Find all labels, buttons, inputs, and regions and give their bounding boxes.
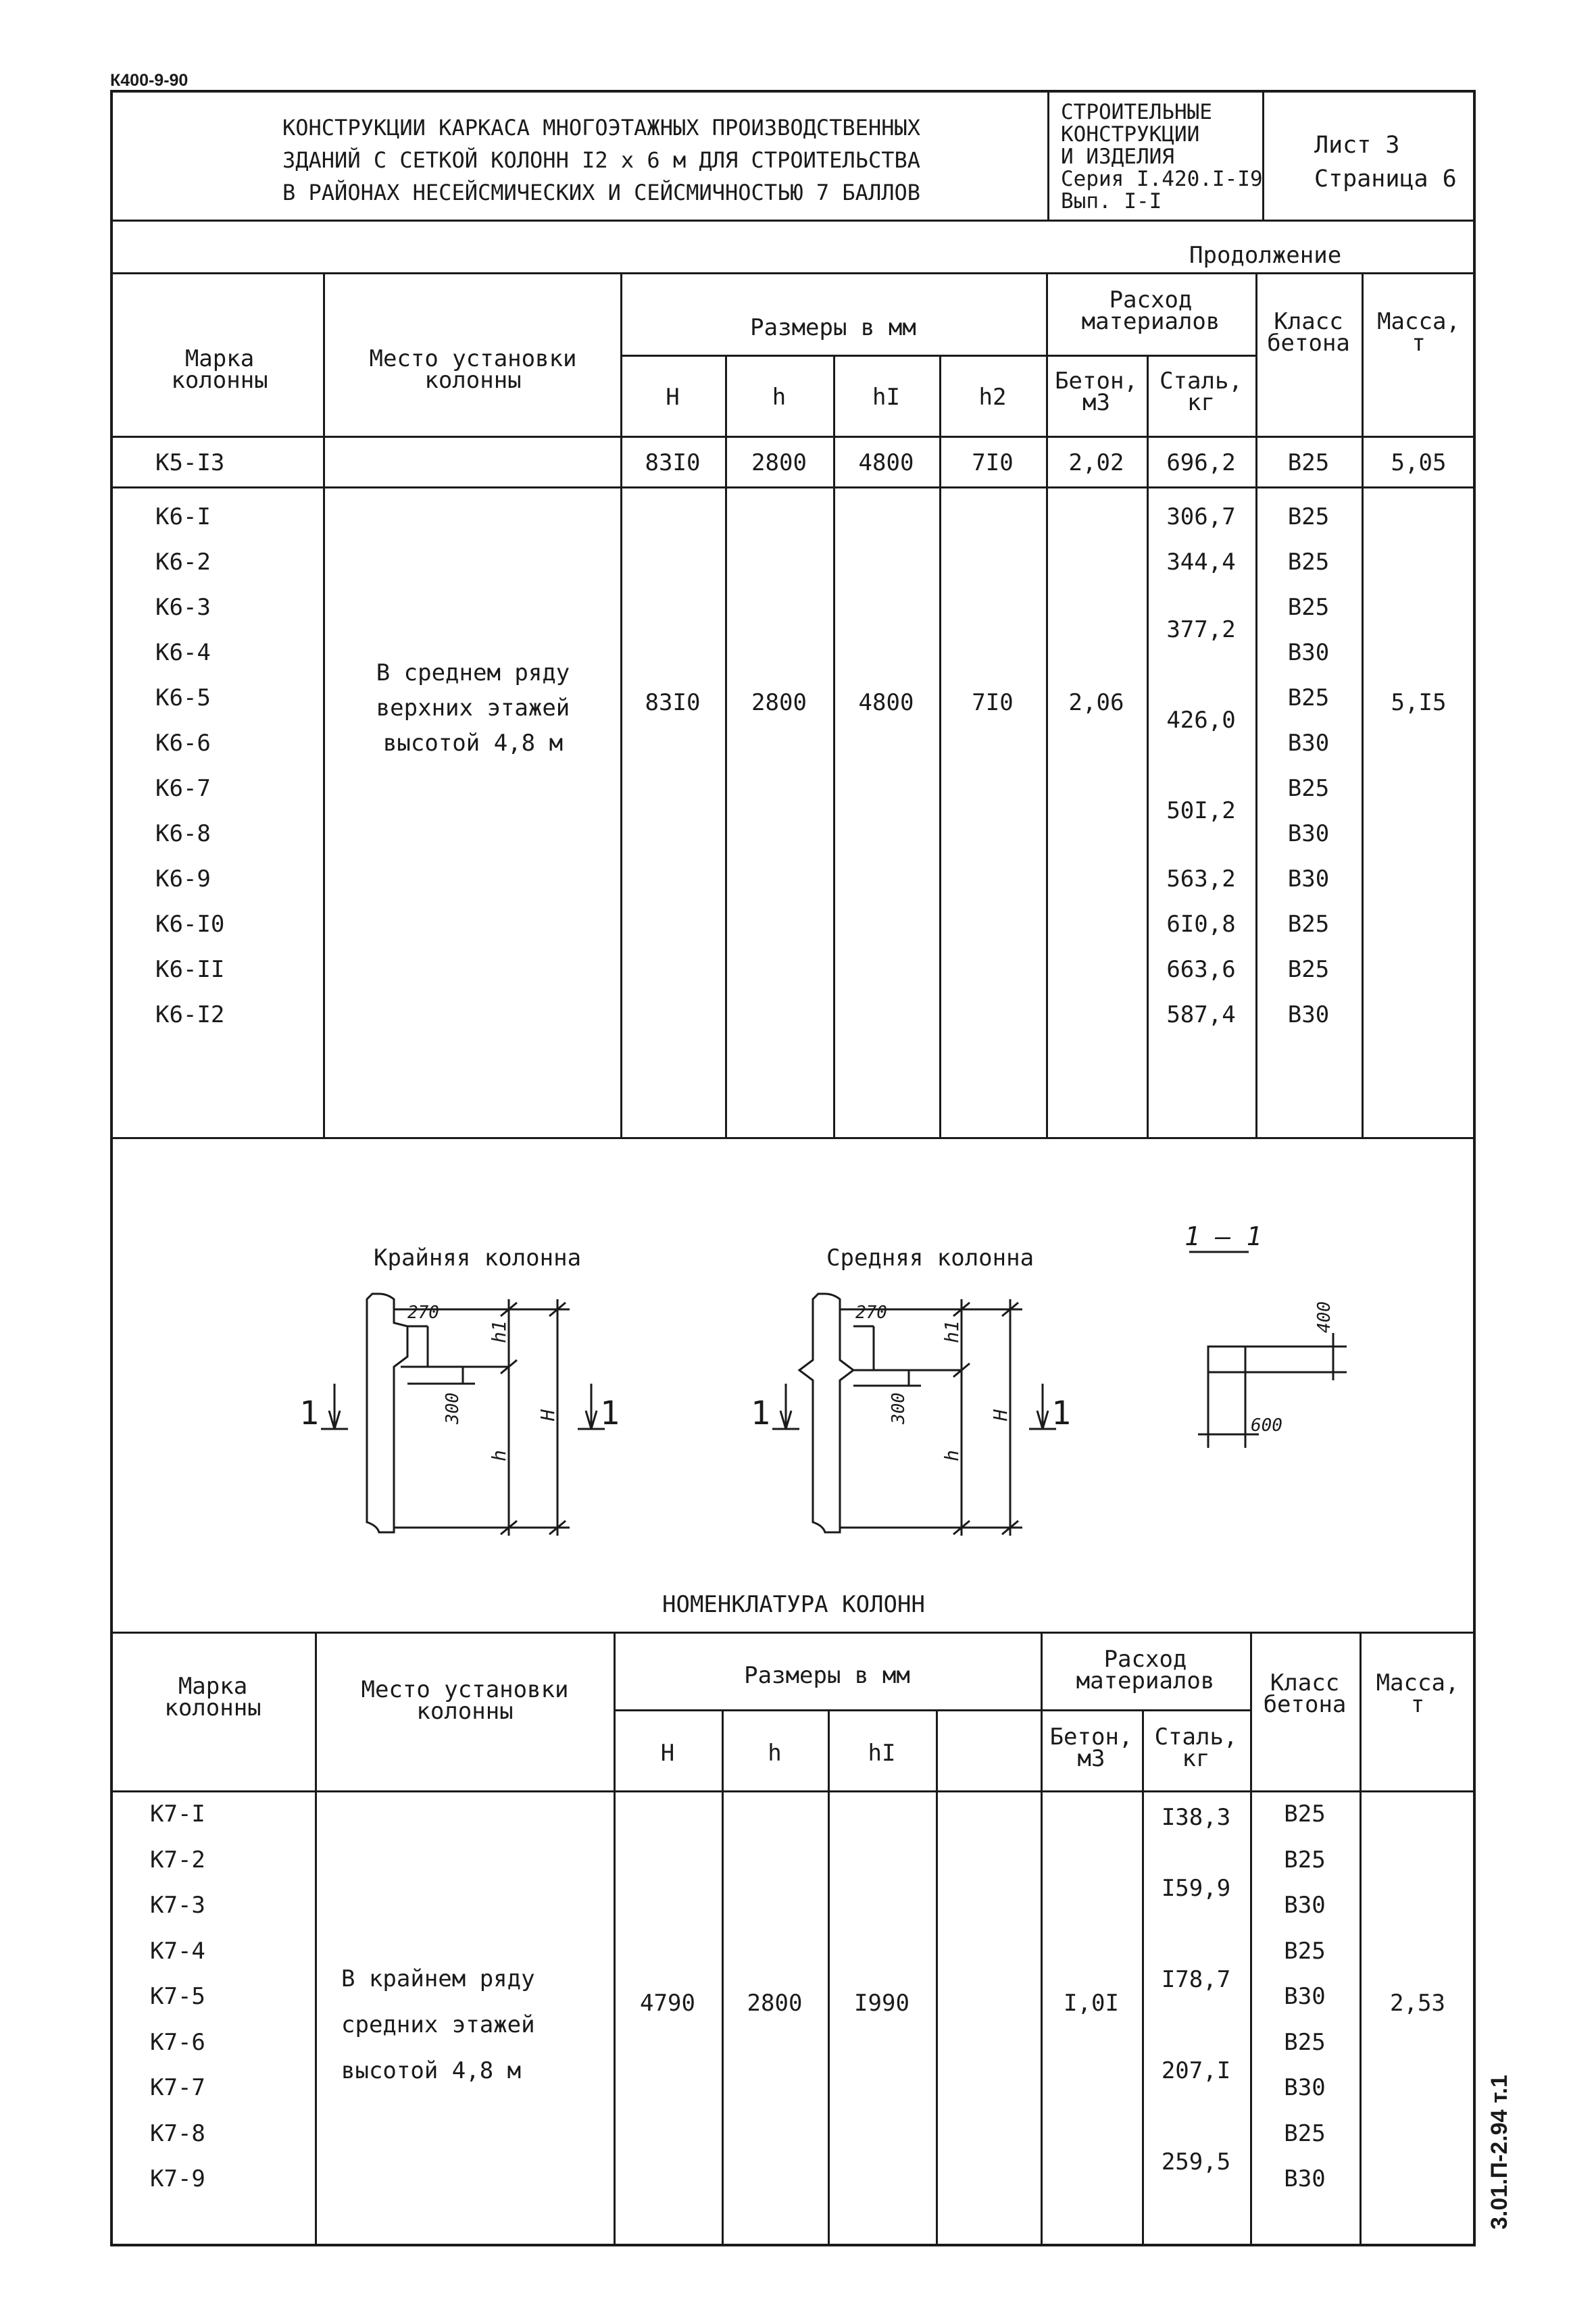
t1-head-class: [1255, 308, 1362, 357]
t2-head-class-l1: Класс: [1270, 1669, 1340, 1696]
middle-dim-H: H: [989, 1409, 1012, 1421]
t2-k7-h: 2800: [747, 1990, 803, 2017]
series-line-5: Вып. I-I: [1061, 189, 1162, 213]
title-line-2: ЗДАНИЙ С СЕТКОЙ КОЛОНН I2 х 6 м ДЛЯ СТРОИТЕЛЬСТВА: [282, 147, 920, 173]
middle-dim-300: 300: [889, 1392, 909, 1424]
t2-k7-steel: I38,3: [1161, 1804, 1231, 1831]
t2-head-conc-l1: Бетон,: [1049, 1724, 1133, 1751]
title-block-bottom: [110, 220, 1476, 222]
t1-k6-class: В25: [1287, 549, 1330, 576]
t1-k6-place: [331, 655, 615, 761]
title-divider-1: [1047, 90, 1049, 220]
t1-k6-class: В30: [1287, 1001, 1330, 1028]
t1-header-bottom: [110, 436, 1476, 438]
t1-k6-h1: 4800: [858, 689, 914, 716]
t2-k7-class: В25: [1284, 1846, 1326, 1873]
t2-k7-mark: К7-6: [150, 2029, 205, 2056]
edge-section-mark-left: 1: [299, 1394, 319, 1432]
t2-k7-class: В30: [1284, 2165, 1326, 2192]
t1-k6-steel: 50I,2: [1166, 797, 1236, 824]
side-document-code: 3.01.П-2.94 т.1: [1487, 2074, 1512, 2230]
title-line-1: КОНСТРУКЦИИ КАРКАСА МНОГОЭТАЖНЫХ ПРОИЗВОДСТВЕННЫХ: [282, 115, 920, 141]
t1-k6-h2: 7I0: [972, 689, 1014, 716]
t2-head-place-l2: колонны: [416, 1698, 514, 1725]
t1-k6-concrete: 2,06: [1068, 689, 1124, 716]
t2-k7-mark: К7-I: [150, 1801, 205, 1828]
sheet-number: Лист 3: [1314, 132, 1400, 159]
t2-head-concrete: [1041, 1724, 1142, 1772]
t1-k6-class: В30: [1287, 730, 1330, 757]
t2-head-sizes: Размеры в мм: [744, 1662, 910, 1689]
edge-dim-300: 300: [443, 1392, 463, 1424]
t2-head-mass-l2: т: [1410, 1691, 1425, 1718]
t1-head-place: [331, 345, 615, 394]
t2-head-mass: [1360, 1669, 1476, 1718]
t1-k6-h: 2800: [751, 689, 807, 716]
t1-head-conc-l2: м3: [1082, 389, 1110, 416]
t1-head-cons-l1: Расход: [1109, 286, 1193, 313]
edge-dim-h: h: [488, 1450, 510, 1461]
t1-head-place-l1: Место установки: [369, 345, 577, 372]
t1-head-concrete: [1046, 368, 1147, 416]
continuation-label: Продолжение: [1189, 242, 1342, 269]
t1-head-h2: h2: [978, 384, 1007, 411]
t2-v-class: [1360, 1632, 1362, 2244]
t2-head-mark-l2: колонны: [164, 1694, 261, 1721]
t1-head-H: Н: [666, 384, 680, 411]
t1-k5-h: 2800: [751, 449, 807, 476]
t1-head-mark-l1: Марка: [184, 345, 255, 372]
t1-head-h: h: [772, 384, 787, 411]
series-info: [1061, 101, 1263, 213]
t2-v-mark: [315, 1632, 317, 2244]
t1-head-mark: [122, 345, 318, 394]
t1-k6-mark: К6-I: [155, 503, 211, 530]
t1-k6-mark: К6-2: [155, 549, 211, 576]
middle-column-label: Средняя колонна: [826, 1244, 1034, 1272]
t2-head-cons-l1: Расход: [1103, 1646, 1187, 1673]
edge-dim-h1: h1: [488, 1320, 510, 1343]
edge-dim-H: H: [537, 1409, 559, 1421]
t2-subheader-line: [614, 1709, 1250, 1711]
t2-k7-place: [341, 1956, 535, 2094]
t1-k6-steel: 563,2: [1166, 865, 1236, 892]
edge-dim-270: 270: [407, 1303, 439, 1323]
section-dim-600: 600: [1251, 1415, 1282, 1436]
t1-k6-class: В25: [1287, 956, 1330, 983]
t2-k7-steel: I59,9: [1161, 1875, 1231, 1902]
t1-k6-steel: 6I0,8: [1166, 911, 1236, 938]
t2-k7-mark: К7-4: [150, 1938, 205, 1965]
t1-head-class-l1: Класс: [1274, 308, 1343, 335]
t1-k6-place-l2: верхних этажей: [376, 695, 570, 722]
series-line-4: Серия I.420.I-I9: [1061, 167, 1263, 191]
t1-head-steel: [1147, 368, 1255, 416]
t2-head-class-l2: бетона: [1263, 1691, 1347, 1718]
t2-k7-place-l1: В крайнем ряду: [341, 1965, 535, 1992]
t2-k7-mass: 2,53: [1390, 1990, 1445, 2017]
t1-k6-mark: К6-4: [155, 639, 211, 666]
t2-k7-class: В25: [1284, 2120, 1326, 2147]
t2-k7-place-l3: высотой 4,8 м: [341, 2057, 522, 2084]
t1-k6-mark: К6-3: [155, 594, 211, 621]
t1-k6-mass: 5,I5: [1391, 689, 1447, 716]
t1-head-mass-l1: Масса,: [1377, 308, 1460, 335]
t2-v-h1: [936, 1709, 938, 2244]
t2-head-steel: [1142, 1724, 1250, 1772]
middle-column-drawing: [772, 1294, 1056, 1536]
t1-head-place-l2: колонны: [424, 367, 522, 394]
t1-head-class-l2: бетона: [1267, 330, 1350, 357]
t1-k5-H: 83I0: [645, 449, 701, 476]
t1-k6-mark: К6-8: [155, 820, 211, 847]
t2-head-H: Н: [660, 1740, 675, 1767]
t2-k7-mark: К7-5: [150, 1983, 205, 2010]
t1-k6-mark: К6-6: [155, 730, 211, 757]
t1-k5-h2: 7I0: [972, 449, 1014, 476]
edge-section-mark-right: 1: [600, 1394, 620, 1432]
sheet-info: [1314, 128, 1457, 196]
t2-k7-mark: К7-9: [150, 2165, 205, 2192]
t2-k7-class: В30: [1284, 2074, 1326, 2101]
t2-k7-class: В25: [1284, 1801, 1326, 1828]
t1-head-mass-l2: т: [1412, 330, 1426, 357]
series-line-1: СТРОИТЕЛЬНЫЕ: [1061, 100, 1212, 124]
document-code: К400-9-90: [110, 71, 189, 90]
t1-head-cons-l2: материалов: [1081, 308, 1220, 335]
t2-k7-mark: К7-8: [150, 2120, 205, 2147]
t1-k5-h1: 4800: [858, 449, 914, 476]
edge-column-drawing: [321, 1294, 605, 1536]
t1-head-steel-l1: Сталь,: [1159, 368, 1243, 395]
t1-k6-class: В30: [1287, 820, 1330, 847]
t2-k7-mark: К7-3: [150, 1892, 205, 1919]
t2-head-steel-l1: Сталь,: [1154, 1724, 1238, 1751]
edge-column-label: Крайняя колонна: [374, 1244, 582, 1272]
document-title: [162, 111, 1041, 209]
t1-k5-bottom: [110, 486, 1476, 488]
t1-v-mark: [323, 272, 325, 1138]
t2-k7-steel: I78,7: [1161, 1966, 1231, 1993]
t1-k6-place-l1: В среднем ряду: [376, 659, 570, 686]
t1-head-h1: hI: [872, 384, 900, 411]
t1-head-consumption: [1046, 286, 1255, 335]
t1-k6-class: В25: [1287, 684, 1330, 711]
t2-head-conc-l2: м3: [1077, 1745, 1105, 1772]
t1-k6-H: 83I0: [645, 689, 701, 716]
t2-head-steel-l2: кг: [1182, 1745, 1210, 1772]
middle-dim-h: h: [941, 1450, 963, 1461]
t1-k5-steel: 696,2: [1166, 449, 1236, 476]
t1-k6-mark: К6-II: [155, 956, 225, 983]
t1-k6-class: В25: [1287, 503, 1330, 530]
title-line-3: В РАЙОНАХ НЕСЕЙСМИЧЕСКИХ И СЕЙСМИЧНОСТЬЮ 7 БАЛЛОВ: [282, 180, 920, 205]
t1-k6-steel: 663,6: [1166, 956, 1236, 983]
t1-k6-mark: К6-5: [155, 684, 211, 711]
t1-k6-class: В25: [1287, 775, 1330, 802]
t2-k7-steel: 207,I: [1161, 2057, 1231, 2084]
t1-k6-class: В25: [1287, 911, 1330, 938]
section-label: 1 — 1: [1184, 1222, 1262, 1251]
t2-k7-place-l2: средних этажей: [341, 2011, 535, 2038]
t1-k6-steel: 344,4: [1166, 549, 1236, 576]
series-line-3: И ИЗДЕЛИЯ: [1061, 145, 1174, 169]
t2-head-place: [323, 1676, 607, 1725]
middle-dim-270: 270: [855, 1303, 887, 1323]
t1-head-conc-l1: Бетон,: [1055, 368, 1138, 395]
column-drawings: [110, 1137, 1476, 1637]
t2-k7-mark: К7-7: [150, 2074, 205, 2101]
t1-head-mass: [1362, 308, 1476, 357]
t1-k6-class: В25: [1287, 594, 1330, 621]
t2-head-h: h: [768, 1740, 782, 1767]
middle-section-mark-right: 1: [1051, 1394, 1071, 1432]
middle-section-mark-left: 1: [751, 1394, 770, 1432]
t1-k6-steel: 426,0: [1166, 707, 1236, 734]
t1-k6-class: В30: [1287, 865, 1330, 892]
t2-head-mass-l1: Масса,: [1376, 1669, 1460, 1696]
t1-subheader-line: [620, 355, 1255, 357]
t2-k7-class: В25: [1284, 1938, 1326, 1965]
table1-top: [110, 272, 1476, 274]
t2-k7-h1: I990: [854, 1990, 909, 2017]
section-dim-400: 400: [1314, 1301, 1335, 1333]
t1-k6-steel: 587,4: [1166, 1001, 1236, 1028]
t2-head-h1: hI: [868, 1740, 896, 1767]
t1-k5-mass: 5,05: [1391, 449, 1447, 476]
t1-k6-mark: К6-7: [155, 775, 211, 802]
t2-k7-mark: К7-2: [150, 1846, 205, 1873]
series-line-2: КОНСТРУКЦИИ: [1061, 122, 1200, 147]
middle-dim-h1: h1: [941, 1320, 963, 1343]
t2-v-H: [722, 1709, 724, 2244]
t1-k6-class: В30: [1287, 639, 1330, 666]
t2-head-place-l1: Место установки: [361, 1676, 569, 1703]
t1-k5-concrete: 2,02: [1068, 449, 1124, 476]
t2-head-class: [1250, 1669, 1360, 1718]
t2-k7-concrete: I,0I: [1064, 1990, 1119, 2017]
t1-k6-mark: К6-I2: [155, 1001, 225, 1028]
t2-k7-H: 4790: [640, 1990, 695, 2017]
t2-head-consumption: [1041, 1646, 1250, 1694]
t2-v-h: [828, 1709, 830, 2244]
t1-k6-place-l3: высотой 4,8 м: [382, 730, 564, 757]
t2-head-cons-l2: материалов: [1076, 1667, 1215, 1694]
t2-head-mark-l1: Марка: [178, 1673, 248, 1700]
t2-v-place: [614, 1632, 616, 2244]
t1-k6-steel: 377,2: [1166, 616, 1236, 643]
t2-v-empty: [1041, 1632, 1043, 2244]
nomenclature-title: НОМЕНКЛАТУРА КОЛОНН: [662, 1591, 925, 1618]
t1-k6-mark: К6-I0: [155, 911, 225, 938]
t2-k7-steel: 259,5: [1161, 2148, 1231, 2175]
t2-head-mark: [115, 1673, 311, 1721]
t1-head-mark-l2: колонны: [171, 367, 268, 394]
t1-k6-mark: К6-9: [155, 865, 211, 892]
page-number: Страница 6: [1314, 166, 1457, 193]
t2-k7-class: В25: [1284, 2029, 1326, 2056]
t2-k7-class: В30: [1284, 1892, 1326, 1919]
t1-head-sizes: Размеры в мм: [750, 314, 916, 341]
t1-k5-mark: К5-I3: [155, 449, 225, 476]
t2-k7-class: В30: [1284, 1983, 1326, 2010]
t1-head-steel-l2: кг: [1187, 389, 1215, 416]
t2-header-bottom: [110, 1790, 1476, 1792]
t1-k6-steel: 306,7: [1166, 503, 1236, 530]
t1-k5-class: В25: [1287, 449, 1330, 476]
